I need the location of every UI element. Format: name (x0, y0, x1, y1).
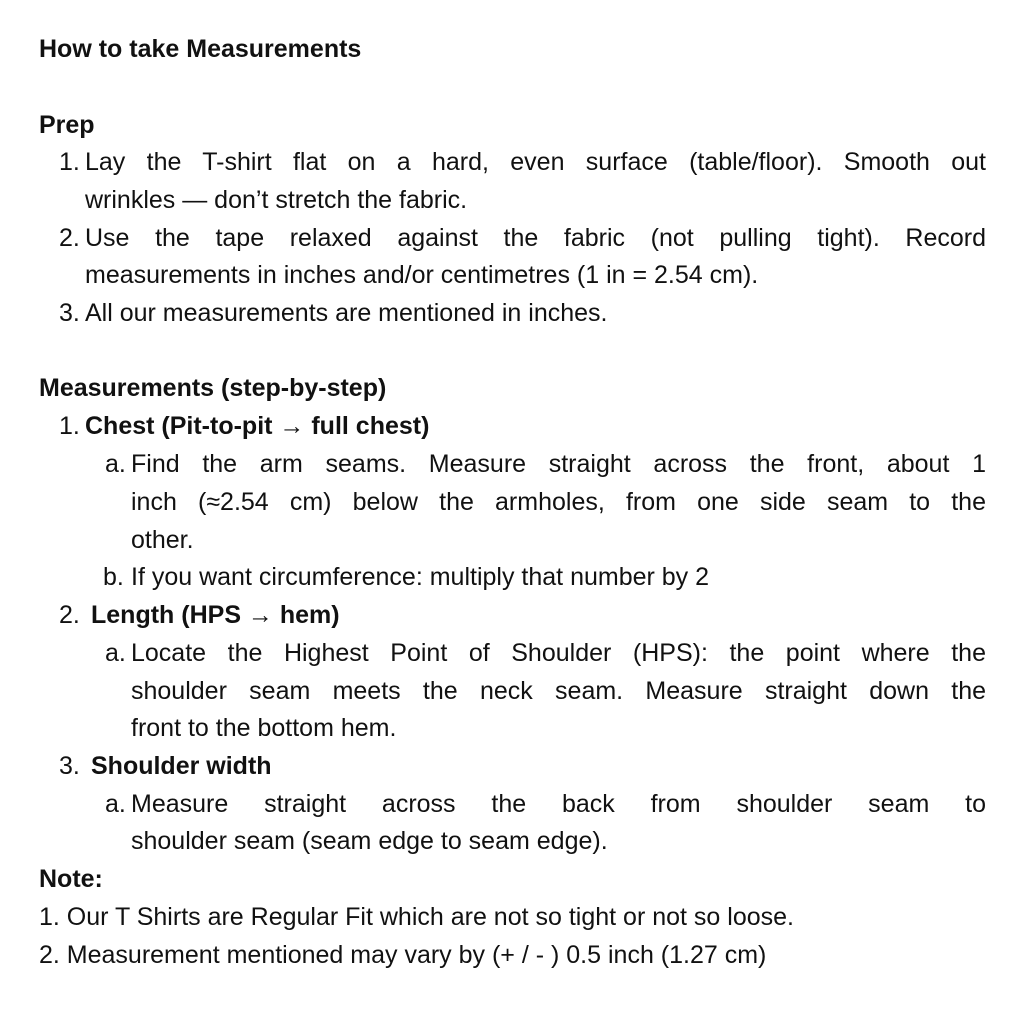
shoulder-step-a-letter: a. (105, 790, 126, 818)
shoulder-step-a-text-cont: shoulder seam (seam edge to seam edge). (131, 827, 608, 855)
shoulder-title: Shoulder width (91, 752, 272, 780)
prep-item-2-text: Use the tape relaxed against the fabric (not pulling tight). Record (85, 224, 986, 252)
prep-item-3-number: 3. (59, 299, 80, 327)
length-number: 2. (59, 601, 80, 629)
shoulder-step-a-text: Measure straight across the back from shoulder seam to (131, 790, 986, 818)
note-item-2: 2. Measurement mentioned may vary by (+ / - ) 0.5 inch (1.27 cm) (39, 941, 767, 969)
length-step-a-text-end: front to the bottom hem. (131, 714, 397, 742)
prep-item-2-text-cont: measurements in inches and/or centimetres (1 in = 2.54 cm). (85, 261, 759, 289)
prep-item-2-number: 2. (59, 224, 80, 252)
prep-heading: Prep (39, 111, 95, 139)
prep-item-1-text-cont: wrinkles — don’t stretch the fabric. (85, 186, 468, 214)
shoulder-number: 3. (59, 752, 80, 780)
chest-step-a-text-end: other. (131, 526, 194, 554)
prep-item-1-number: 1. (59, 148, 80, 176)
chest-title: Chest (Pit-to-pit → full chest) (85, 412, 430, 440)
note-item-1: 1. Our T Shirts are Regular Fit which are not so tight or not so loose. (39, 903, 794, 931)
chest-number: 1. (59, 412, 80, 440)
measurements-heading: Measurements (step-by-step) (39, 374, 387, 402)
prep-item-3-text: All our measurements are mentioned in inches. (85, 299, 608, 327)
length-step-a-text-cont: shoulder seam meets the neck seam. Measure straight down the (131, 677, 986, 705)
length-step-a-text: Locate the Highest Point of Shoulder (HPS): the point where the (131, 639, 986, 667)
prep-item-1-text: Lay the T-shirt flat on a hard, even surface (table/floor). Smooth out (85, 148, 986, 176)
note-heading: Note: (39, 865, 103, 893)
chest-step-b-letter: b. (103, 563, 124, 591)
length-step-a-letter: a. (105, 639, 126, 667)
length-title: Length (HPS → hem) (91, 601, 340, 629)
chest-step-a-letter: a. (105, 450, 126, 478)
chest-step-b-text: If you want circumference: multiply that number by 2 (131, 563, 710, 591)
chest-step-a-text-cont: inch (≈2.54 cm) below the armholes, from one side seam to the (131, 488, 986, 516)
chest-step-a-text: Find the arm seams. Measure straight across the front, about 1 (131, 450, 986, 478)
page-title: How to take Measurements (39, 35, 362, 63)
